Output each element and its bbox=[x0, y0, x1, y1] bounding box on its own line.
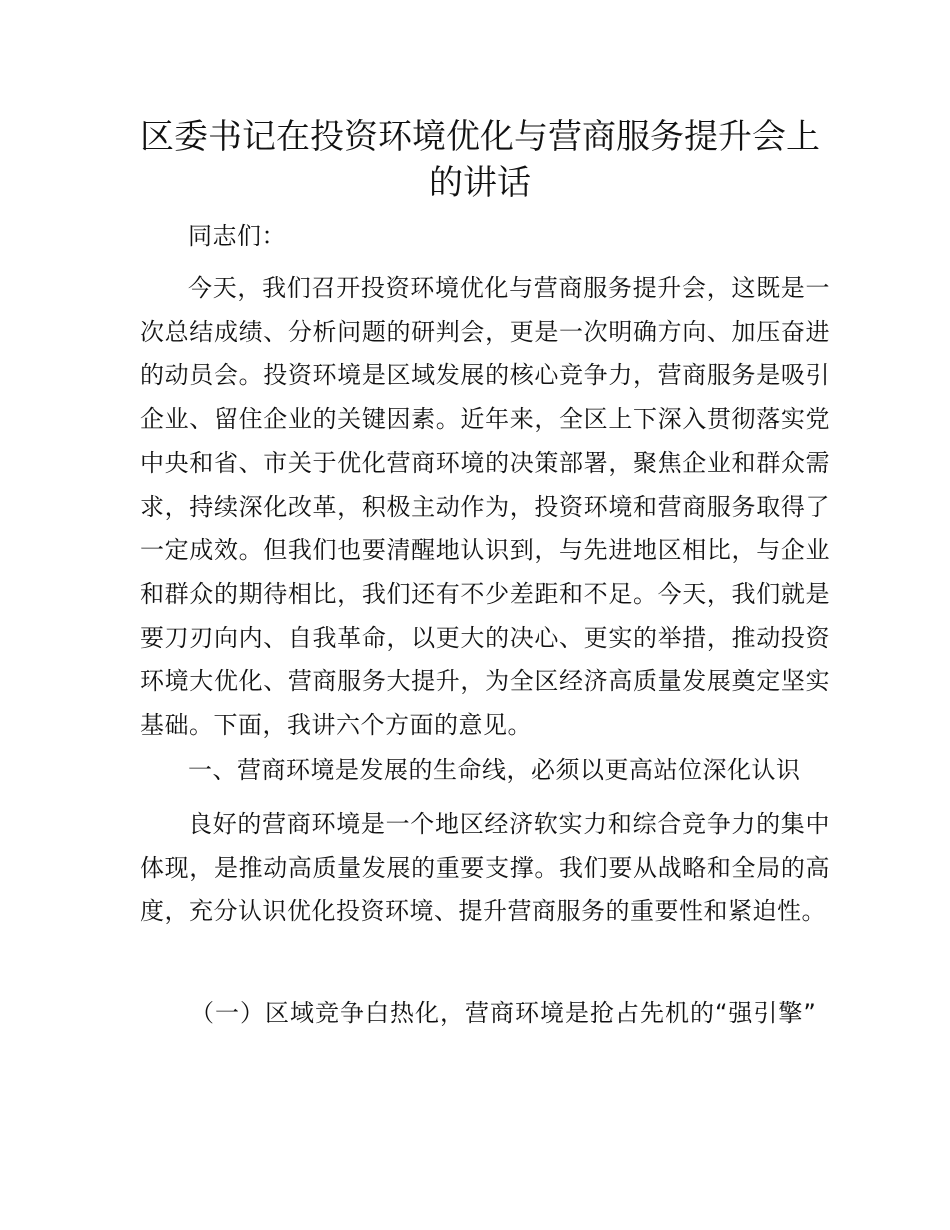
section-heading-1: 一、营商环境是发展的生命线，必须以更高站位深化认识 bbox=[188, 756, 801, 784]
paragraph-section-1: 良好的营商环境是一个地区经济软实力和综合竞争力的集中体现，是推动高质量发展的重要支撑。我们要从战略和全局的高度，充分认识优化投资环境、提升营商服务的重要性和紧迫性。 bbox=[140, 810, 830, 926]
salutation: 同志们： bbox=[188, 222, 286, 250]
document-title-line-1: 区委书记在投资环境优化与营商服务提升会上 bbox=[140, 117, 820, 157]
paragraph-introduction: 今天，我们召开投资环境优化与营商服务提升会，这既是一次总结成绩、分析问题的研判会，更是一次明确方向、加压奋进的动员会。投资环境是区域发展的核心竞争力，营商服务是吸引企业、留住企业的关键因素。近年来，全区上下深入贯彻落实党中央和省、市关于优化营商环境的决策部署，聚焦企业和群众需求，持续深化改革，积极主动作为，投资环境和营商服务取得了一定成效。但我们也要清醒地认识到，与先进地区相比，与企业和群众的期待相比，我们还有不少差距和不足。今天，我们就是要刀刃向内、自我革命，以更大的决心、更实的举措，推动投资环境大优化、营商服务大提升，为全区经济高质量发展奠定坚实基础。下面，我讲六个方面的意见。 bbox=[140, 274, 830, 740]
document-title-line-2: 的讲话 bbox=[429, 163, 531, 203]
subsection-heading-1: （一）区域竞争白热化，营商环境是抢占先机的“强引擎” bbox=[190, 999, 817, 1027]
